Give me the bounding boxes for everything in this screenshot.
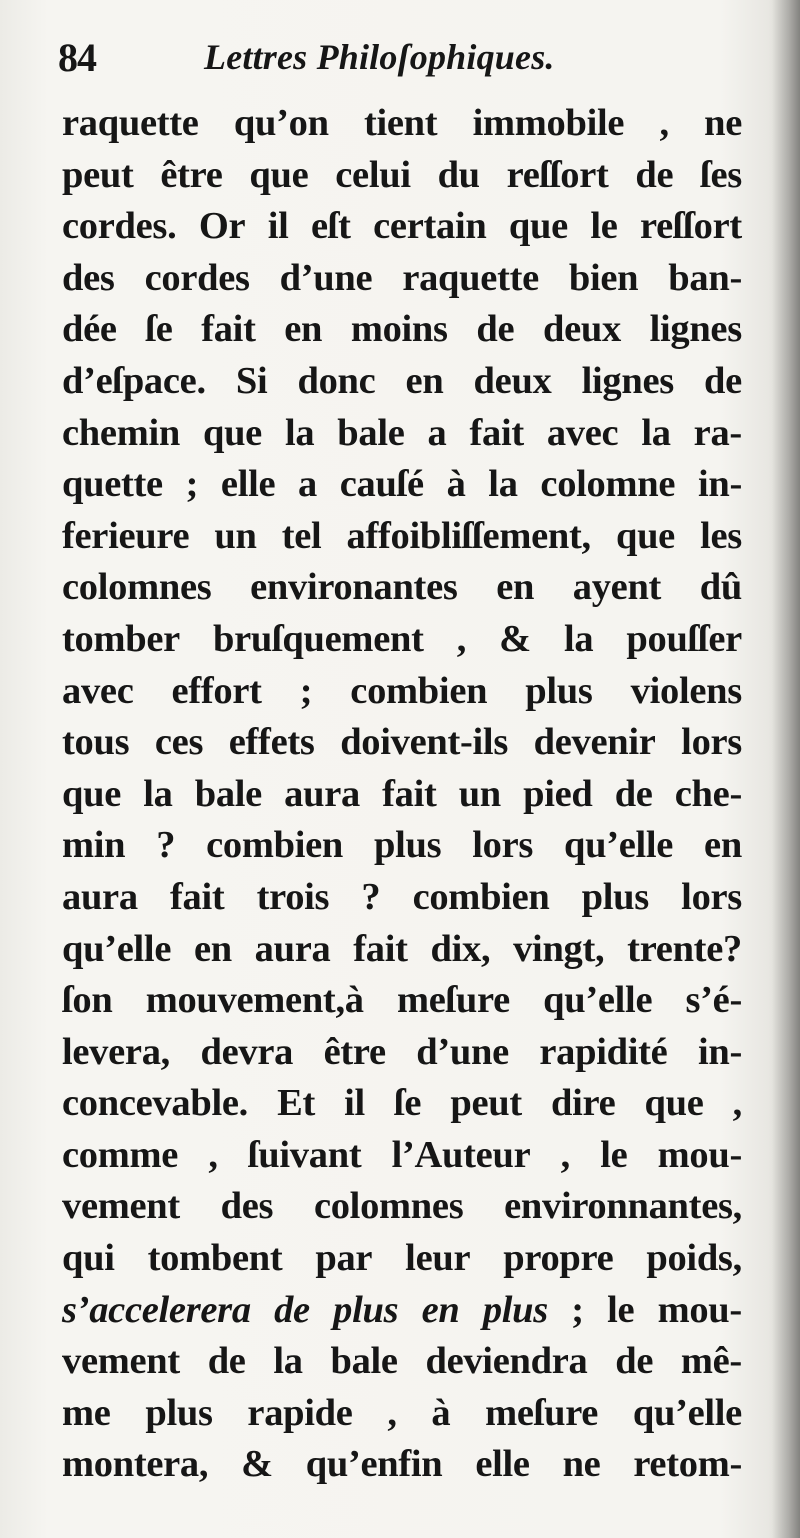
- text-line: comme , ſuivant l’Auteur , le mou-: [62, 1133, 742, 1176]
- running-title: Lettres Philoſophiques.: [204, 37, 555, 77]
- text-line: chemin que la bale a fait avec la ra-: [62, 411, 742, 454]
- text-line: tomber bruſquement , & la pouſſer: [62, 617, 742, 660]
- text-line: levera, devra être d’une rapidité in-: [62, 1030, 742, 1073]
- text-line: min ? combien plus lors qu’elle en: [62, 824, 742, 867]
- text-line: vement des colomnes environnantes,: [62, 1185, 742, 1228]
- text-line: aura fait trois ? combien plus lors: [62, 875, 742, 918]
- text-line: tous ces effets doivent-ils devenir lors: [62, 721, 742, 764]
- text-line: ſon mouvement,à meſure qu’elle s’é-: [62, 979, 742, 1022]
- text-line: colomnes environantes en ayent dû: [62, 566, 742, 609]
- text-line: qui tombent par leur propre poids,: [62, 1237, 742, 1280]
- body-text: [62, 98, 742, 1491]
- text-line: cordes. Or il eſt certain que le reſſort: [62, 205, 742, 248]
- text-line: quette ; elle a cauſé à la colomne in-: [62, 463, 742, 506]
- text-line: qu’elle en aura fait dix, vingt, trente?: [62, 927, 742, 970]
- text-line: d’eſpace. Si donc en deux lignes de: [62, 359, 742, 402]
- text-line: avec effort ; combien plus violens: [62, 669, 742, 712]
- page-header: [58, 34, 758, 92]
- text-line: raquette qu’on tient immobile , ne: [62, 102, 742, 144]
- text-line: des cordes d’une raquette bien ban-: [62, 256, 742, 299]
- gutter-shadow: [772, 0, 800, 1538]
- text-line: peut être que celui du reſſort de ſes: [62, 153, 742, 196]
- text-line: concevable. Et il ſe peut dire que ,: [62, 1082, 742, 1125]
- text-line: s’accelerera de plus en plus ; le mou-: [62, 1288, 742, 1331]
- page-number: 84: [58, 35, 96, 80]
- text-line: ferieure un tel affoibliſſement, que les: [62, 514, 742, 557]
- text-line: que la bale aura fait un pied de che-: [62, 772, 742, 815]
- text-line: montera, & qu’enfin elle ne retom-: [62, 1443, 742, 1486]
- text-line: vement de la bale deviendra de mê-: [62, 1340, 742, 1383]
- text-line: dée ſe fait en moins de deux lignes: [62, 308, 742, 351]
- text-line: me plus rapide , à meſure qu’elle: [62, 1391, 742, 1434]
